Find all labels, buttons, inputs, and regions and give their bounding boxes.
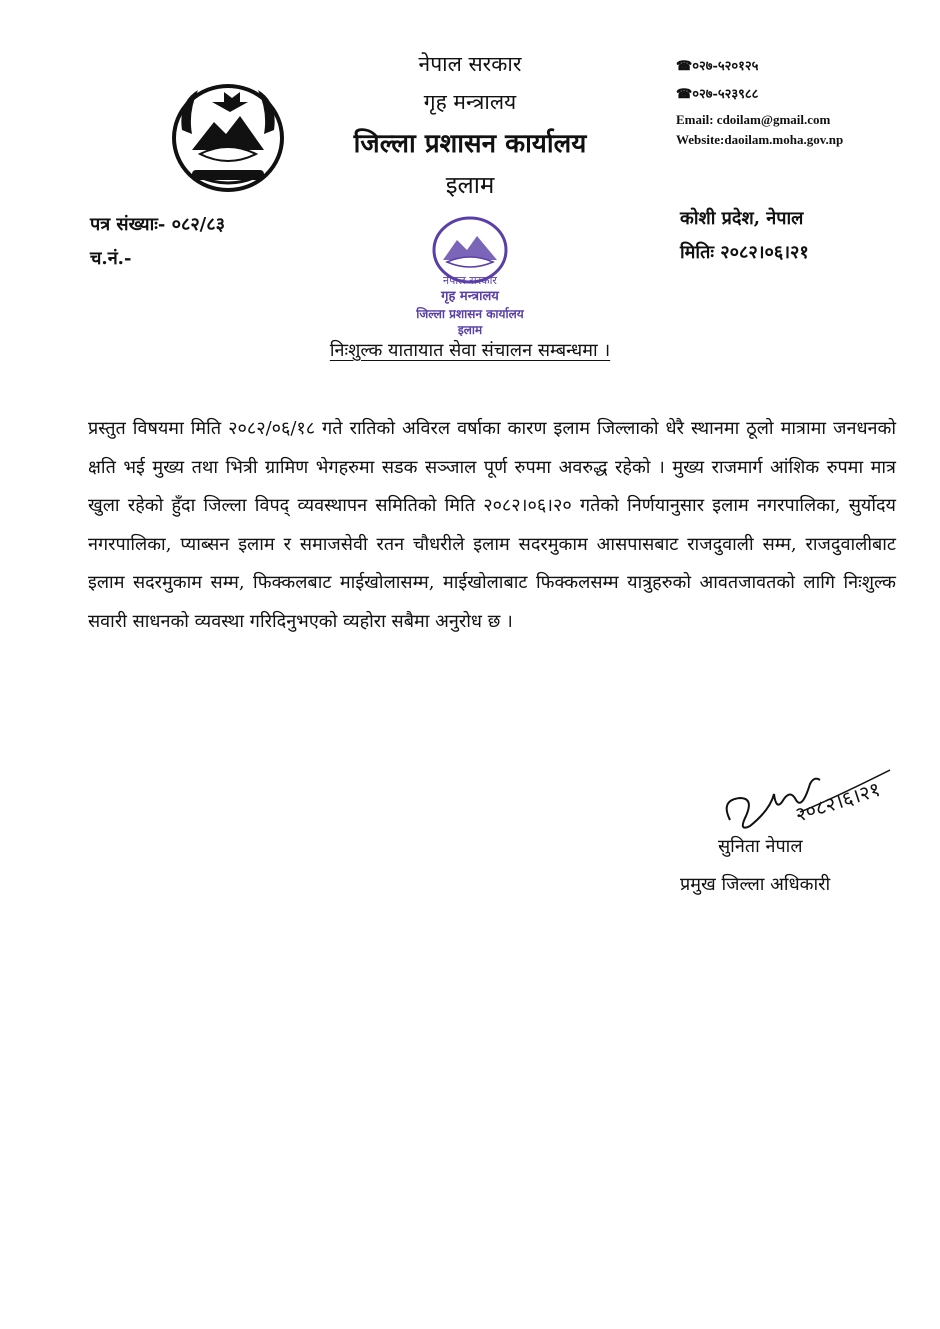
contact-website: Website:daoilam.moha.gov.np (676, 132, 844, 147)
signatory-name: सुनिता नेपाल (718, 836, 803, 857)
header-government: नेपाल सरकार (418, 52, 522, 76)
office-stamp-icon (395, 200, 545, 340)
stamp-line-4: इलाम (457, 323, 483, 337)
letter-subject (100, 338, 840, 362)
letter-body: प्रस्तुत विषयमा मिति २०८२/०६/१८ गते रातिको अविरल वर्षाका कारण इलाम जिल्लाको धेरै स्थानमा ठूलो मात्रामा जनधनको क्षति भई मुख्य तथा भित्री ग्रामिण भेगहरुमा सडक सञ्जाल पूर्ण रुपमा अवरुद्ध रहेको । मुख्य राजमार्ग आंशिक रुपमा मात्र खुला रहेको हुँदा जिल्ला विपद् व्यवस्थापन समितिको मिति २०८२।०६।२० गतेको निर्णयानुसार इलाम नगरपालिका, सुर्योदय नगरपालिका, प्याब्सन इलाम र समाजसेवी रतन चौधरीले इलाम सदरमुकाम आसपासबाट राजदुवाली सम्म, राजदुवालीबाट इलाम सदरमुकाम सम्म, फिक्कलबाट माईखोलासम्म, माईखोलाबाट फिक्कलसम्म यात्रुहरुको आवतजावतको लागि निःशुल्क सवारी साधनको व्यवस्था गरिदिनुभएको व्यहोरा सबैमा अनुरोध छ । (88, 418, 896, 632)
contact-phone-2: ☎०२७-५२३९८८ (676, 87, 759, 102)
header-ministry: गृह मन्त्रालय (423, 90, 517, 114)
dispatch-number: च.नं.- (90, 248, 132, 269)
subject-text: निःशुल्क यातायात सेवा संचालन सम्बन्धमा । (329, 340, 611, 361)
letter-date: मितिः २०८२।०६।२१ (680, 242, 809, 263)
stamp-line-2: गृह मन्त्रालय (441, 289, 499, 304)
stamp-line-1: नेपाल सरकार (443, 274, 497, 287)
nepal-emblem-icon (168, 72, 288, 197)
province-label: कोशी प्रदेश, नेपाल (680, 208, 804, 229)
stamp-line-3: जिल्ला प्रशासन कार्यालय (416, 307, 524, 321)
signature-date: २०८२।६।२१ (792, 776, 884, 827)
contact-email: Email: cdoilam@gmail.com (676, 112, 831, 127)
contact-phone-1: ☎०२७-५२०१२५ (676, 59, 759, 74)
letter-number: पत्र संख्याः- ०८२/८३ (90, 214, 225, 235)
signatory-title: प्रमुख जिल्ला अधिकारी (680, 874, 831, 895)
header-district: इलाम (445, 171, 495, 199)
header-office: जिल्ला प्रशासन कार्यालय (353, 129, 587, 159)
